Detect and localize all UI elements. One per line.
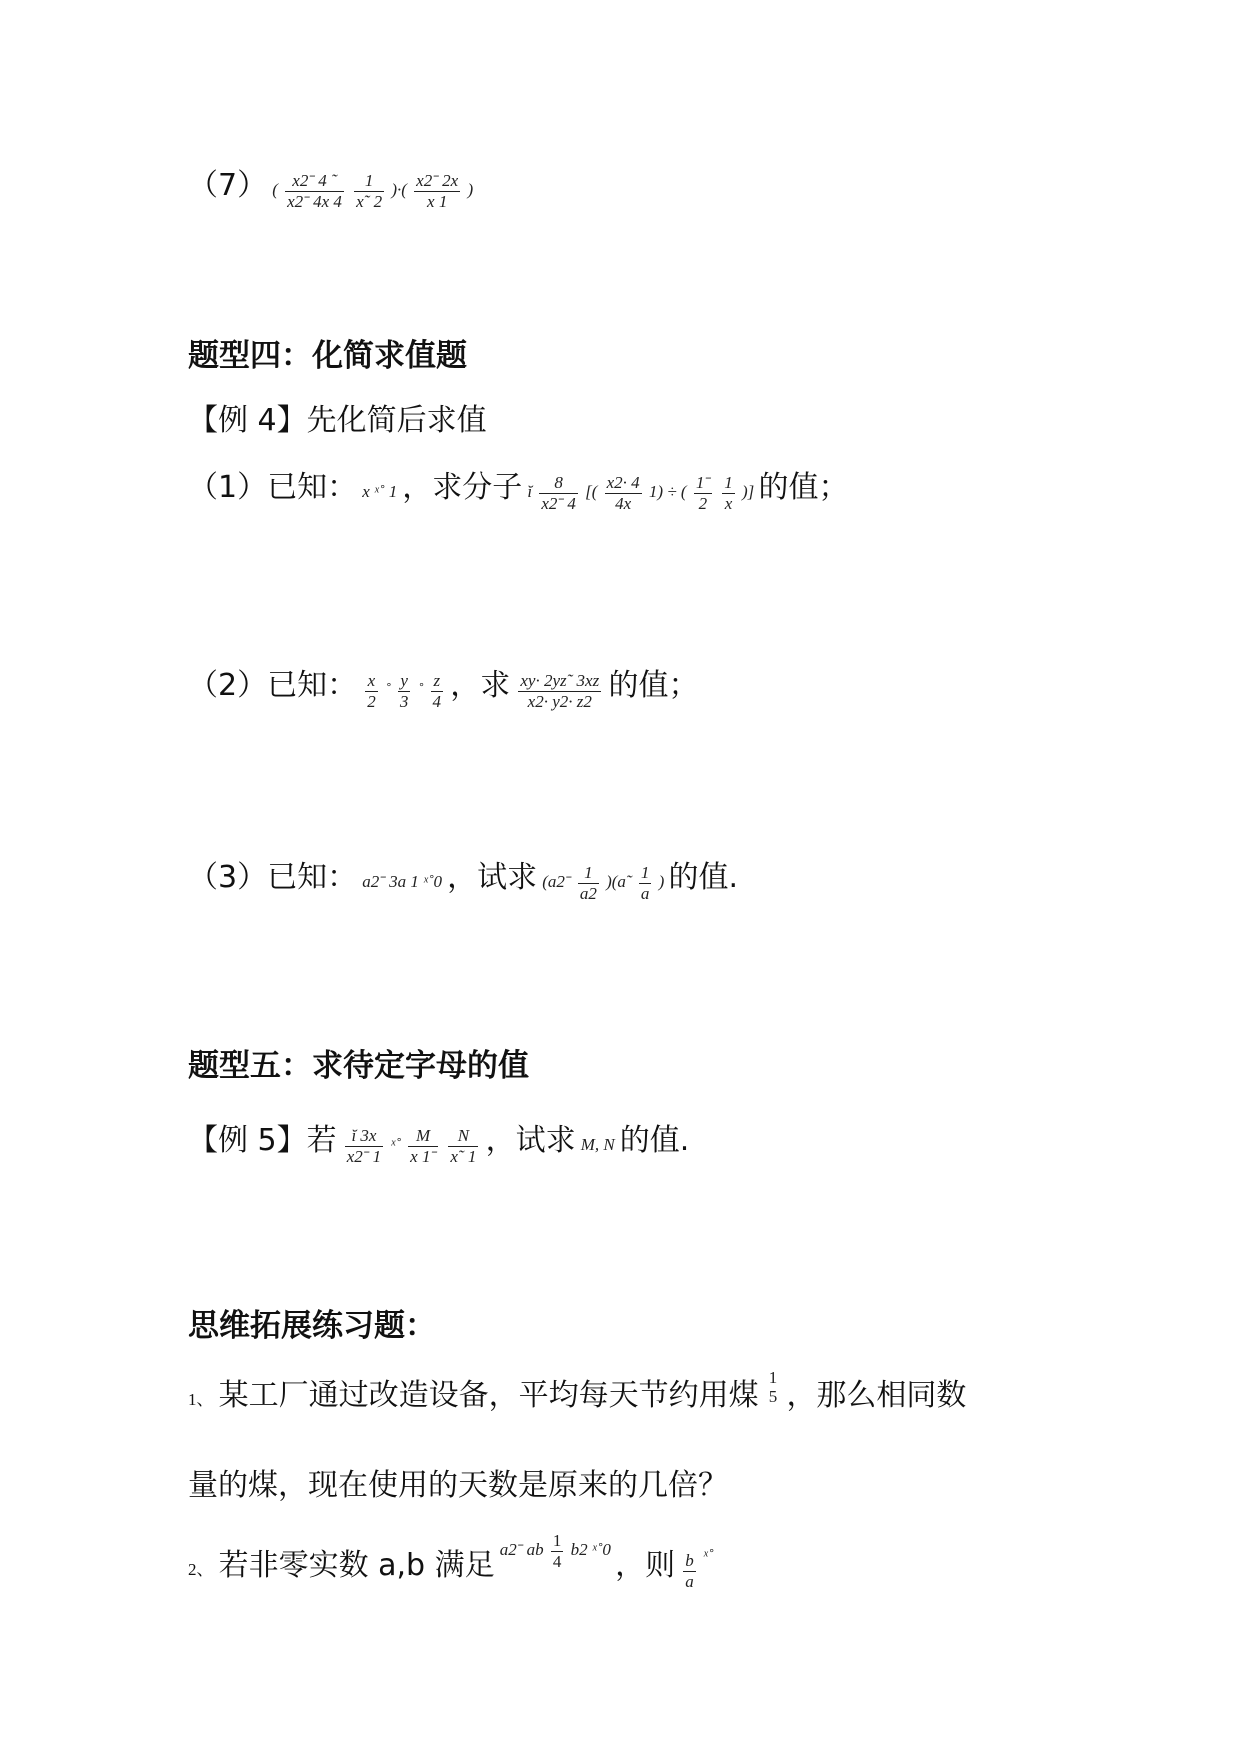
condition: a2ˉ ab $\frac{1}{4}$ b2 ˣ˚0 (499, 1531, 611, 1571)
prompt-text: ，试求 (485, 1123, 576, 1158)
prompt-text: ，试求 (447, 860, 538, 895)
practice-q2 (188, 1531, 714, 1591)
expression: $\frac{b}{a}$ ˣ˚ (685, 1546, 714, 1591)
section-5-title: 题型五：求待定字母的值 (188, 1048, 529, 1084)
fraction: $\frac{\text{x2ˉ 4 ˜}}{\text{x2ˉ 4x 4}}$ (287, 171, 342, 211)
problem-4-2 (188, 660, 698, 711)
condition: x ˣ˚ 1 (362, 482, 398, 501)
expression: $\frac{ĭ 3x}{\text{x2ˉ 1}}$ ˣ˚ $\frac{M}{\text{x 1ˉ}}$ $\frac{N}{x˜ 1}$ (346, 1126, 477, 1166)
expression: ĭ $\frac{8}{\text{x2ˉ 4}}$ [( $\frac{x2\cdot 4}{4x}$ 1) ÷ ( $\frac{\text{1ˉ}}{2}$ $\frac{1}{x}$ )] (527, 473, 755, 513)
fraction: $\frac{\text{x2ˉ 2x}}{x 1}$ (416, 171, 459, 211)
fraction: 1 5 (768, 1367, 778, 1407)
question-text: ，则 (615, 1548, 676, 1583)
tail-text: 的值. (619, 1123, 690, 1158)
practice-title: 思维拓展练习题： (188, 1308, 436, 1344)
question-text: 某工厂通过改造设备，平均每天节约用煤 (218, 1378, 759, 1413)
condition: $\frac{x}{2}$ ˚ $\frac{y}{3}$ ˚ $\frac{z}{4}$ (367, 671, 442, 711)
condition: a2ˉ 3a 1 ˣ˚0 (362, 872, 443, 891)
practice-q1-line2: 量的煤，现在使用的天数是原来的几倍？ (188, 1468, 728, 1503)
problem-7-expression (272, 171, 474, 211)
tail-text: 的值； (608, 668, 699, 703)
operator: )·( (391, 180, 407, 199)
prompt-text: ，求 (450, 668, 511, 703)
question-number: 1、 (188, 1390, 214, 1409)
question-text: ，那么相同数 (786, 1378, 967, 1413)
problem-4-3 (188, 852, 738, 903)
problem-7-label: （7） (188, 168, 268, 203)
paren: ( (272, 180, 278, 199)
question-number: 2、 (188, 1560, 214, 1579)
tail-text: 的值； (758, 470, 849, 505)
problem-7 (188, 160, 473, 211)
problem-label: （1）已知： (188, 470, 358, 505)
example-5 (188, 1115, 689, 1166)
problem-4-1 (188, 462, 849, 513)
expression: $\frac{xy\cdot 2yz˜ 3xz}{x2\cdot y2\cdot z2}$ (520, 671, 600, 711)
tail-text: 的值. (668, 860, 739, 895)
fraction: $\frac{1}{x˜ 2}$ (356, 171, 383, 211)
variables: M, N (580, 1135, 615, 1154)
practice-q1-line1 (188, 1367, 967, 1421)
problem-label: （2）已知： (188, 668, 358, 703)
expression: (a2ˉ $\frac{1}{a2}$ )(a˜ $\frac{1}{a}$ ) (542, 863, 665, 903)
section-4-title: 题型四：化简求值题 (188, 338, 467, 374)
example-4-label: 【例 4】先化简后求值 (188, 403, 487, 438)
paren: ) (467, 180, 474, 199)
example-5-label: 【例 5】若 (188, 1123, 337, 1158)
prompt-text: ，求分子 (402, 470, 523, 505)
problem-label: （3）已知： (188, 860, 358, 895)
question-text: 若非零实数 a,b 满足 (218, 1548, 495, 1583)
